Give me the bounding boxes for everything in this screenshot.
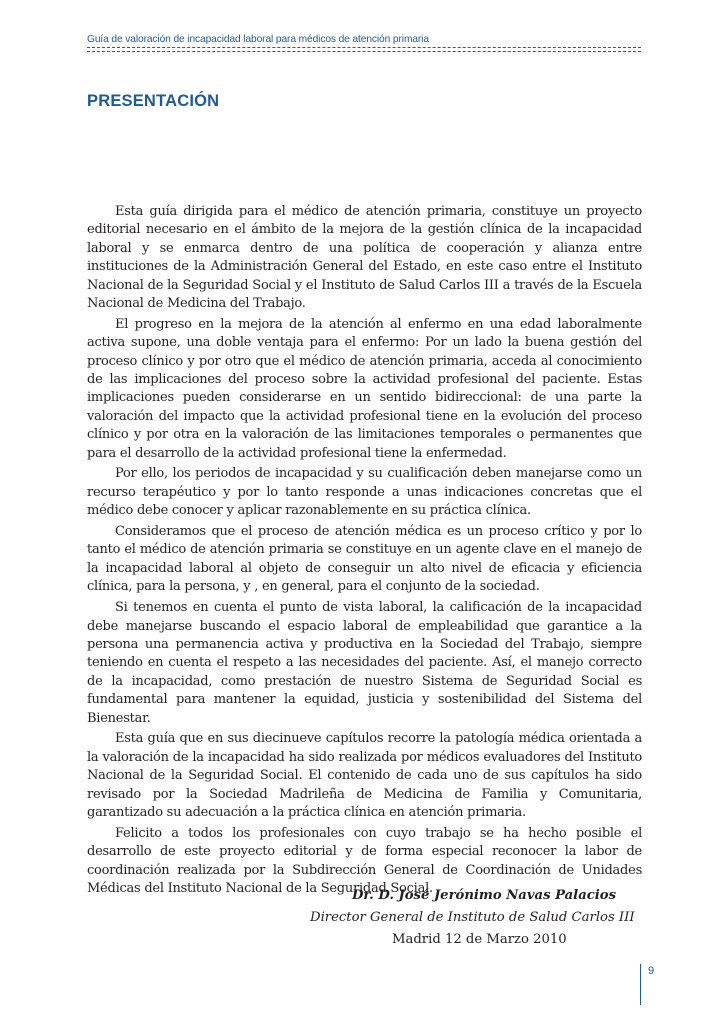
running-header: Guía de valoración de incapacidad laboral para médicos de atención primaria xyxy=(87,34,429,45)
signature-role: Director General de Instituto de Salud Carlos III xyxy=(310,910,635,925)
paragraph: Por ello, los periodos de incapacidad y su cualificación deben manejarse como un recurso terapéutico y por lo tanto responde a unas indicaciones concretas que el médico debe conocer y aplicar razonablemente en su práctica clínica. xyxy=(87,466,642,519)
paragraph: Si tenemos en cuenta el punto de vista laboral, la calificación de la incapacidad debe manejarse buscando el espacio laboral de empleabilidad que garantice a la persona una permanencia activa y productiva en la Sociedad del Trabajo, siempre teniendo en cuenta el respeto a las necesidades del paciente. Así, el manejo correcto de la incapacidad, como prestación de nuestro Sistema de Seguridad Social es fundamental para mantener la equidad, justicia y sostenibilidad del Sistema del Bienestar. xyxy=(87,600,642,726)
body-text xyxy=(87,203,642,898)
footer-divider xyxy=(640,964,641,1005)
header-rule-top xyxy=(87,47,641,48)
signature-date: Madrid 12 de Marzo 2010 xyxy=(392,932,567,947)
page-title: PRESENTACIÓN xyxy=(87,92,220,110)
header-rule-bottom xyxy=(87,51,641,52)
page-number: 9 xyxy=(648,965,655,977)
paragraph: Esta guía dirigida para el médico de atención primaria, constituye un proyecto editorial necesario en el ámbito de la mejora de la gestión clínica de la incapacidad laboral y se enmarca dentro de una política de cooperación y alianza entre instituciones de la Administración General del Estado, en este caso entre el Instituto Nacional de la Seguridad Social y el Instituto de Salud Carlos III a través de la Escuela Nacional de Medicina del Trabajo. xyxy=(87,204,642,312)
paragraph: Felicito a todos los profesionales con cuyo trabajo se ha hecho posible el desarrollo de este proyecto editorial y de forma especial reconocer la labor de coordinación realizada por la Subdirección General de Coordinación de Unidades Médicas del Instituto Nacional de la Seguridad Social. xyxy=(87,825,642,896)
paragraph: Esta guía que en sus diecinueve capítulos recorre la patología médica orientada a la valoración de la incapacidad ha sido realizada por médicos evaluadores del Instituto Nacional de la Seguridad Social. El contenido de cada uno de sus capítulos ha sido revisado por la Sociedad Madrileña de Medicina de Familia y Comunitaria, garantizado su adecuación a la práctica clínica en atención primaria. xyxy=(87,731,642,820)
paragraph: El progreso en la mejora de la atención al enfermo en una edad laboralmente activa supone, una doble ventaja para el enfermo: Por un lado la buena gestión del proceso clínico y por otro que el médico de atención primaria, acceda al conocimiento de las implicaciones del proceso sobre la actividad profesional del paciente. Estas implicaciones pueden considerarse en un sentido bidireccional: de una parte la valoración del impacto que la actividad profesional tiene en la evolución del proceso clínico y por otra en la valoración de las limitaciones temporales o permanentes que para el desarrollo de la actividad profesional tiene la enfermedad. xyxy=(87,316,642,461)
signature-name: Dr. D. José Jerónimo Navas Palacios xyxy=(352,888,616,903)
paragraph: Consideramos que el proceso de atención médica es un proceso crítico y por lo tanto el médico de atención primaria se constituye en un agente clave en el manejo de la incapacidad laboral al objeto de conseguir un alto nivel de eficacia y eficiencia clínica, para la persona, y , en general, para el conjunto de la sociedad. xyxy=(87,524,642,595)
